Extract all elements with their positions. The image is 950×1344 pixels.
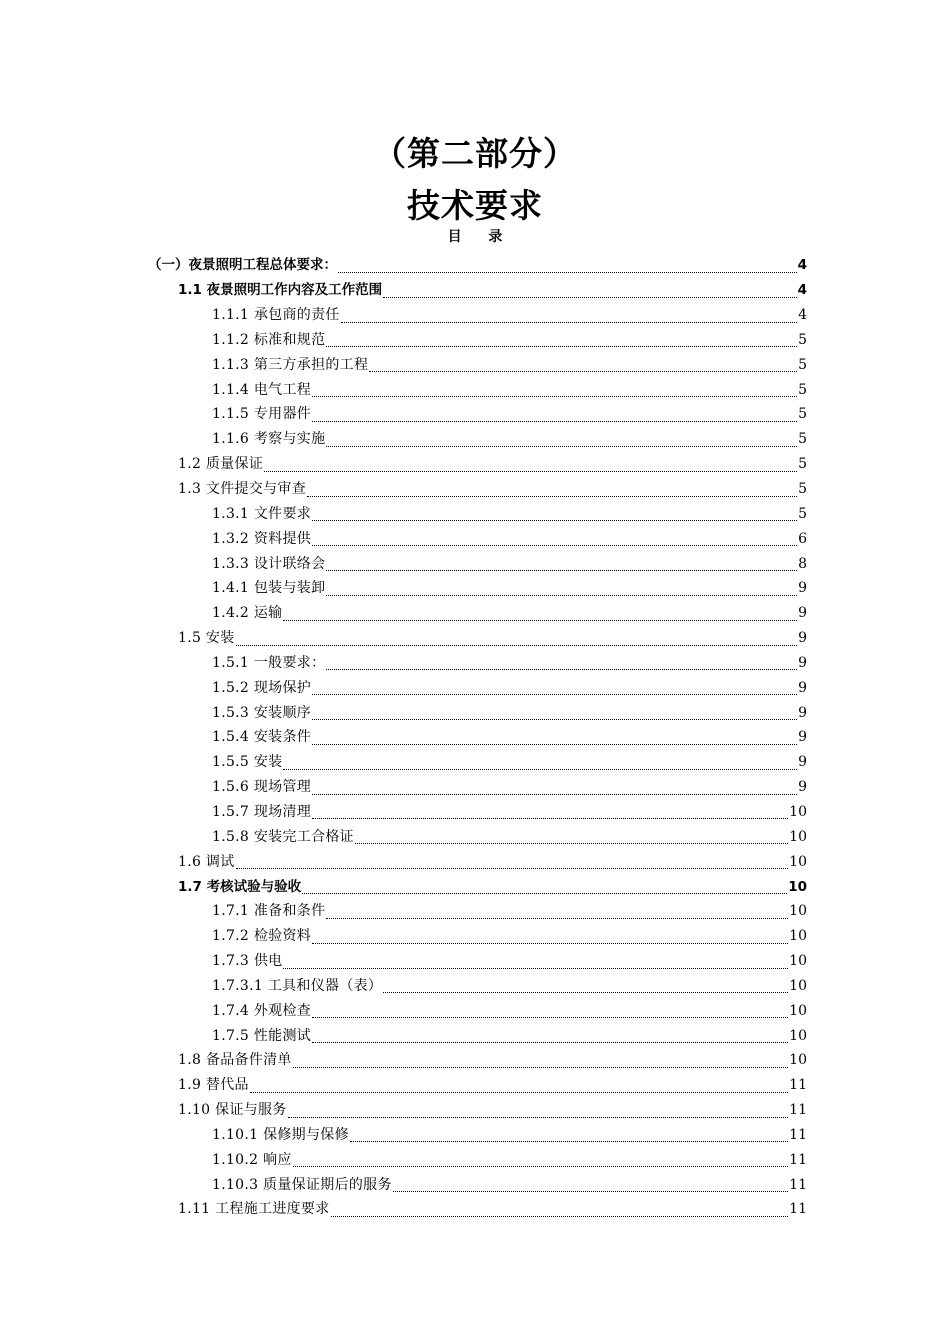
toc-entry[interactable] [212, 1023, 807, 1048]
toc-entry-page: 5 [798, 505, 807, 522]
toc-entry[interactable] [178, 1098, 807, 1123]
toc-dot-leader [326, 560, 797, 571]
toc-entry-label: 1.10 保证与服务 [178, 1102, 287, 1119]
toc-entry-page: 5 [798, 356, 807, 373]
toc-entry-page: 5 [798, 381, 807, 398]
toc-entry-page: 10 [789, 928, 807, 945]
toc-entry[interactable] [178, 278, 807, 303]
toc-dot-leader [393, 1181, 788, 1192]
toc-entry-page: 4 [797, 282, 807, 299]
toc-entry[interactable] [212, 1147, 807, 1172]
toc-dot-leader [326, 659, 797, 670]
toc-entry[interactable] [178, 1073, 807, 1098]
toc-entry-page: 9 [798, 654, 807, 671]
toc-dot-leader [312, 684, 797, 695]
toc-entry-label: 1.1.5 专用器件 [212, 406, 312, 423]
toc-entry-page: 10 [789, 953, 807, 970]
toc-entry[interactable] [212, 402, 807, 427]
toc-dot-leader [341, 312, 797, 323]
toc-dot-leader [312, 510, 797, 521]
toc-entry[interactable] [212, 526, 807, 551]
toc-entry[interactable] [212, 973, 807, 998]
toc-dot-leader [312, 1032, 788, 1043]
toc-dot-leader [312, 933, 788, 944]
toc-dot-leader [312, 386, 797, 397]
toc-entry-label: 1.3.3 设计联络会 [212, 555, 326, 572]
toc-entry-label: 1.5.4 安装条件 [212, 729, 312, 746]
toc-entry-label: 1.5 安装 [178, 630, 235, 647]
toc-dot-leader [312, 411, 797, 422]
toc-dot-leader [312, 1007, 788, 1018]
toc-dot-leader [307, 486, 797, 497]
toc-heading: 目 录 [447, 229, 503, 245]
toc-entry-page: 9 [798, 630, 807, 647]
toc-entry[interactable] [212, 576, 807, 601]
toc-dot-leader [236, 635, 798, 646]
toc-dot-leader [369, 361, 797, 372]
toc-entry[interactable] [178, 452, 807, 477]
toc-entry-page: 9 [798, 679, 807, 696]
toc-entry-page: 10 [789, 977, 807, 994]
toc-entry[interactable] [212, 824, 807, 849]
toc-entry[interactable] [212, 725, 807, 750]
toc-entry[interactable] [212, 377, 807, 402]
toc-entry-label: 1.1.2 标准和规范 [212, 331, 326, 348]
toc-entry-page: 10 [789, 803, 807, 820]
toc-entry-label: 1.3.1 文件要求 [212, 505, 312, 522]
toc-entry-label: 1.5.5 安装 [212, 754, 283, 771]
toc-entry-page: 11 [789, 1151, 807, 1168]
toc-entry-page: 5 [798, 431, 807, 448]
toc-entry[interactable] [178, 1048, 807, 1073]
toc-entry[interactable] [212, 700, 807, 725]
toc-dot-leader [350, 1131, 788, 1142]
toc-entry-label: （一）夜景照明工程总体要求： [148, 257, 337, 274]
toc-entry[interactable] [212, 328, 807, 353]
toc-entry[interactable] [212, 501, 807, 526]
toc-entry-page: 11 [789, 1176, 807, 1193]
toc-dot-leader [383, 982, 788, 993]
toc-entry[interactable] [212, 800, 807, 825]
toc-entry-label: 1.9 替代品 [178, 1077, 249, 1094]
toc-entry-page: 10 [789, 1002, 807, 1019]
toc-entry-page: 11 [789, 1126, 807, 1143]
toc-dot-leader [326, 585, 797, 596]
toc-entry[interactable] [212, 303, 807, 328]
toc-dot-leader [312, 784, 797, 795]
toc-dot-leader [312, 734, 797, 745]
toc-entry[interactable] [212, 601, 807, 626]
toc-dot-leader [264, 461, 797, 472]
toc-entry-page: 5 [798, 456, 807, 473]
toc-entry[interactable] [212, 924, 807, 949]
document-title: 技术要求 [407, 186, 543, 225]
toc-entry-page: 10 [789, 853, 807, 870]
toc-entry[interactable] [212, 651, 807, 676]
toc-entry-label: 1.5.3 安装顺序 [212, 704, 312, 721]
toc-entry-page: 9 [798, 779, 807, 796]
toc-dot-leader [326, 436, 797, 447]
toc-entry[interactable] [178, 477, 807, 502]
toc-dot-leader [236, 858, 789, 869]
toc-dot-leader [283, 958, 788, 969]
toc-entry[interactable] [212, 427, 807, 452]
toc-entry-label: 1.5.1 一般要求： [212, 654, 326, 671]
toc-entry-label: 1.5.7 现场清理 [212, 803, 312, 820]
toc-entry[interactable] [212, 750, 807, 775]
toc-dot-leader [383, 287, 796, 298]
toc-entry-label: 1.1 夜景照明工作内容及工作范围 [178, 282, 383, 299]
toc-entry-label: 1.7.3.1 工具和仪器（表） [212, 977, 383, 994]
toc-entry-page: 10 [788, 878, 807, 895]
toc-entry-label: 1.7.3 供电 [212, 953, 283, 970]
toc-entry[interactable] [212, 675, 807, 700]
toc-entry-label: 1.10.2 响应 [212, 1151, 292, 1168]
toc-entry-label: 1.5.6 现场管理 [212, 779, 312, 796]
toc-dot-leader [293, 1057, 788, 1068]
toc-dot-leader [283, 610, 797, 621]
toc-dot-leader [250, 1082, 788, 1093]
toc-entry[interactable] [212, 775, 807, 800]
toc-entry-page: 4 [798, 307, 807, 324]
toc-entry-page: 6 [798, 530, 807, 547]
toc-entry[interactable] [212, 899, 807, 924]
toc-entry-page: 10 [789, 1027, 807, 1044]
toc-entry-page: 5 [798, 406, 807, 423]
toc-entry-page: 10 [789, 1052, 807, 1069]
toc-entry-label: 1.7.1 准备和条件 [212, 903, 326, 920]
toc-entry[interactable] [178, 626, 807, 651]
toc-entry-page: 5 [798, 331, 807, 348]
toc-entry-page: 4 [797, 257, 807, 274]
toc-entry-page: 10 [789, 828, 807, 845]
toc-entry-label: 1.1.1 承包商的责任 [212, 307, 340, 324]
toc-entry-label: 1.7.2 检验资料 [212, 928, 312, 945]
toc-dot-leader [312, 709, 797, 720]
toc-dot-leader [302, 883, 787, 894]
toc-dot-leader [331, 1206, 789, 1217]
toc-entry-page: 9 [798, 754, 807, 771]
toc-dot-leader [283, 759, 797, 770]
toc-dot-leader [312, 808, 788, 819]
toc-entry-label: 1.4.2 运输 [212, 605, 283, 622]
toc-entry[interactable] [148, 253, 807, 278]
toc-entry-label: 1.4.1 包装与装卸 [212, 580, 326, 597]
toc-entry-label: 1.1.4 电气工程 [212, 381, 312, 398]
toc-entry[interactable] [212, 1172, 807, 1197]
toc-entry-page: 9 [798, 605, 807, 622]
toc-entry-label: 1.7.5 性能测试 [212, 1027, 312, 1044]
toc-entry-label: 1.7.4 外观检查 [212, 1002, 312, 1019]
toc-entry-page: 9 [798, 704, 807, 721]
toc-dot-leader [293, 1156, 788, 1167]
toc-entry-label: 1.5.2 现场保护 [212, 679, 312, 696]
toc-entry-page: 9 [798, 729, 807, 746]
toc-entry-label: 1.3.2 资料提供 [212, 530, 312, 547]
toc-entry-label: 1.2 质量保证 [178, 456, 264, 473]
toc-entry[interactable] [212, 551, 807, 576]
toc-entry[interactable] [178, 874, 807, 899]
toc-entry[interactable] [178, 849, 807, 874]
toc-entry-label: 1.3 文件提交与审查 [178, 481, 307, 498]
toc-entry-page: 10 [789, 903, 807, 920]
toc-entry-label: 1.6 调试 [178, 853, 235, 870]
toc-entry-label: 1.8 备品备件清单 [178, 1052, 292, 1069]
toc-entry-label: 1.5.8 安装完工合格证 [212, 828, 354, 845]
table-of-contents [0, 253, 950, 1222]
toc-entry-label: 1.1.6 考察与实施 [212, 431, 326, 448]
toc-dot-leader [326, 336, 797, 347]
document-title-part: （第二部分） [373, 134, 577, 173]
toc-entry-label: 1.7 考核试验与验收 [178, 878, 302, 895]
toc-entry-label: 1.11 工程施工进度要求 [178, 1201, 330, 1218]
toc-dot-leader [288, 1107, 789, 1118]
toc-entry[interactable] [212, 352, 807, 377]
toc-entry-page: 11 [789, 1102, 807, 1119]
toc-entry-label: 1.10.3 质量保证期后的服务 [212, 1176, 392, 1193]
toc-entry-page: 8 [798, 555, 807, 572]
toc-entry[interactable] [212, 1123, 807, 1148]
toc-entry-page: 11 [789, 1201, 807, 1218]
toc-entry-page: 9 [798, 580, 807, 597]
toc-dot-leader [338, 262, 797, 273]
toc-entry-page: 5 [798, 481, 807, 498]
toc-dot-leader [355, 833, 788, 844]
toc-entry[interactable] [212, 998, 807, 1023]
toc-dot-leader [326, 908, 788, 919]
toc-entry-label: 1.10.1 保修期与保修 [212, 1126, 349, 1143]
toc-entry[interactable] [178, 1197, 807, 1222]
toc-entry-label: 1.1.3 第三方承担的工程 [212, 356, 369, 373]
toc-dot-leader [312, 535, 797, 546]
toc-entry-page: 11 [789, 1077, 807, 1094]
toc-entry[interactable] [212, 949, 807, 974]
